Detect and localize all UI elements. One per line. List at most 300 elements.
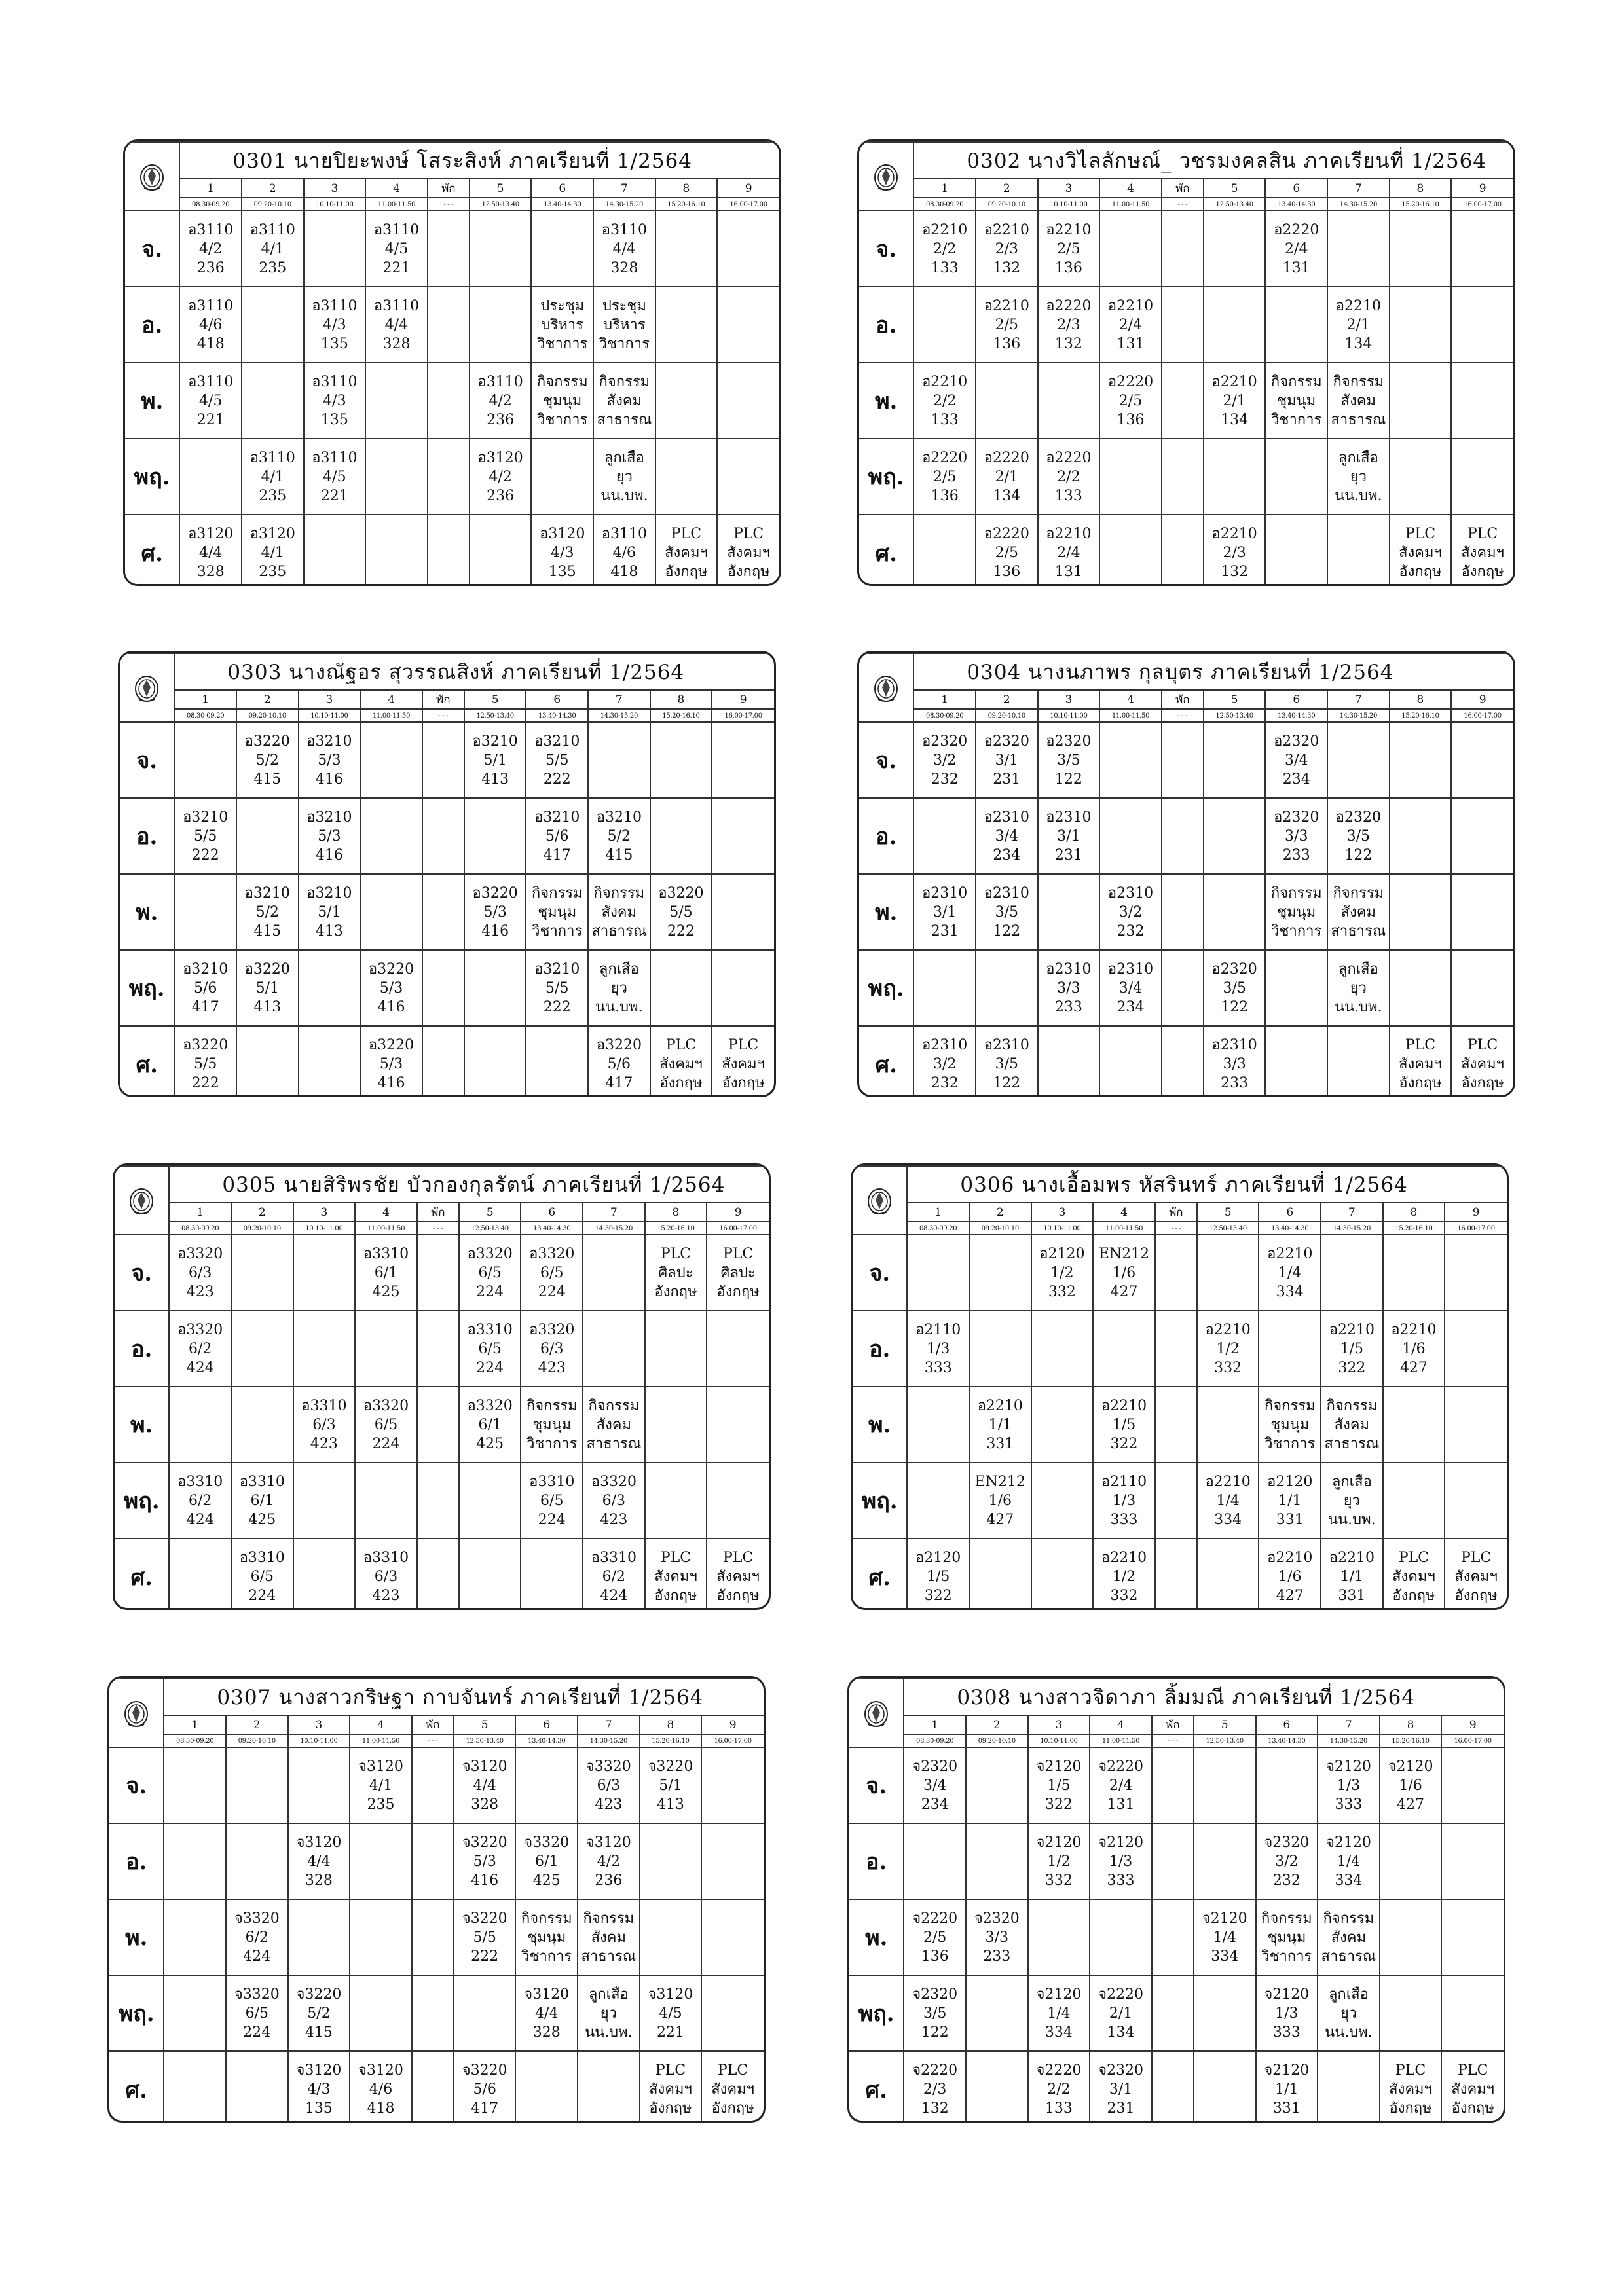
- class-cell: [1038, 722, 1100, 798]
- class-cell-line: 328: [304, 1872, 333, 1889]
- class-cell-line: 1/1: [1278, 1492, 1302, 1509]
- class-cell-line: อ3210: [534, 733, 580, 750]
- empty-cell: [417, 1539, 459, 1610]
- class-cell-line: วิชาการ: [537, 411, 588, 428]
- class-cell-line: 3/1: [1057, 828, 1080, 845]
- class-cell: [969, 1387, 1031, 1463]
- class-cell-line: อ3320: [529, 1245, 575, 1262]
- class-cell-line: 1/6: [988, 1492, 1012, 1509]
- class-cell-line: จ3220: [462, 2062, 507, 2079]
- class-cell-line: 134: [1107, 2024, 1135, 2041]
- class-cell-line: 6/1: [374, 1264, 398, 1281]
- period-label: 9: [701, 1715, 764, 1734]
- class-cell: [1028, 1975, 1090, 2051]
- class-cell-line: 2/1: [1346, 316, 1371, 333]
- class-cell: [169, 1463, 231, 1539]
- class-cell-line: 4/1: [261, 468, 284, 485]
- class-cell: [1197, 1463, 1259, 1539]
- class-cell: [640, 2051, 702, 2123]
- period-label: 4: [1090, 1715, 1152, 1734]
- day-row: [859, 950, 1513, 1026]
- class-cell: [174, 798, 236, 874]
- class-cell-line: อ3220: [472, 884, 518, 902]
- class-cell-line: 236: [595, 1872, 623, 1889]
- class-cell-line: 322: [1110, 1435, 1138, 1452]
- class-cell-line: 136: [1116, 411, 1145, 428]
- day-label: พฤ.: [120, 950, 174, 1026]
- time-slot: 13.40-14.30: [521, 1222, 583, 1235]
- timetable-5: [113, 1163, 771, 1610]
- class-cell-line: 1/6: [1402, 1340, 1426, 1357]
- class-cell-line: 3/3: [1285, 828, 1308, 845]
- class-cell-line: กิจกรรม: [1264, 1397, 1316, 1414]
- empty-cell: [226, 2051, 288, 2123]
- time-slot: 08.30-09.20: [169, 1222, 231, 1235]
- class-cell-line: จ2120: [1098, 1834, 1143, 1851]
- class-cell: [1259, 1387, 1321, 1463]
- time-slot: 16.00-17.00: [1451, 709, 1513, 722]
- empty-cell: [1152, 1823, 1194, 1899]
- class-cell-line: อ3220: [368, 1037, 415, 1053]
- day-row: [853, 1463, 1507, 1539]
- period-label: 3: [299, 690, 361, 709]
- class-cell-line: อ2310: [1107, 960, 1154, 977]
- empty-cell: [655, 211, 718, 287]
- class-cell-line: จ2120: [1326, 1758, 1371, 1775]
- class-cell-line: อ3220: [244, 733, 290, 750]
- class-cell-line: อังกฤษ: [1461, 1075, 1504, 1091]
- class-cell: [521, 1463, 583, 1539]
- day-row: [109, 1747, 764, 1823]
- empty-cell: [1090, 1899, 1152, 1975]
- day-label: พ.: [859, 363, 913, 439]
- timetable-title: 0304 นางนภาพร กุลบุตร ภาคเรียนที่ 1/2564: [913, 653, 1513, 690]
- empty-cell: [1383, 1463, 1445, 1539]
- empty-cell: [422, 1026, 464, 1097]
- class-cell-line: 132: [1054, 335, 1082, 352]
- day-label: ศ.: [853, 1539, 907, 1610]
- class-cell-line: PLC: [728, 1037, 759, 1053]
- class-cell-line: 5/6: [473, 2081, 496, 2098]
- empty-cell: [236, 798, 299, 874]
- class-cell-line: นน.บพ.: [600, 487, 648, 504]
- class-cell-line: 4/3: [323, 316, 346, 333]
- class-cell-line: PLC: [1460, 1550, 1492, 1566]
- class-cell-line: อ3320: [177, 1245, 223, 1262]
- day-label: จ.: [115, 1235, 169, 1311]
- empty-cell: [707, 1311, 769, 1387]
- class-cell-line: อ2220: [922, 449, 968, 466]
- class-cell-line: สาธารณ: [1321, 1948, 1376, 1965]
- empty-cell: [1390, 363, 1452, 439]
- class-cell-line: 6/5: [374, 1416, 398, 1433]
- class-cell-line: อ3120: [188, 526, 234, 542]
- empty-cell: [1445, 1311, 1507, 1387]
- class-cell-line: 222: [191, 1075, 219, 1091]
- class-cell: [174, 1026, 236, 1097]
- class-cell-line: 425: [532, 1872, 561, 1889]
- period-label: 8: [1390, 690, 1452, 709]
- class-cell-line: วิชาการ: [521, 1948, 572, 1965]
- class-cell: [1099, 874, 1162, 950]
- empty-cell: [1390, 287, 1452, 363]
- period-label: 6: [1256, 1715, 1318, 1734]
- empty-cell: [969, 1311, 1031, 1387]
- class-cell-line: อ2210: [1101, 1397, 1147, 1414]
- logo-cell: [859, 653, 913, 722]
- class-cell-line: วิชาการ: [1271, 411, 1322, 428]
- time-slot: 13.40-14.30: [515, 1734, 578, 1747]
- class-cell: [976, 515, 1038, 586]
- class-cell-line: ชุมนุม: [543, 392, 582, 409]
- class-cell-line: 224: [243, 2024, 271, 2041]
- school-logo-icon: [139, 162, 165, 192]
- class-cell-line: 1/1: [1340, 1569, 1364, 1585]
- empty-cell: [422, 950, 464, 1026]
- class-cell-line: 4/2: [199, 240, 223, 257]
- class-cell: [1028, 1823, 1090, 1899]
- time-slot: 11.00-11.50: [360, 709, 422, 722]
- class-cell-line: จ3120: [358, 1758, 403, 1775]
- day-label: พ.: [849, 1899, 904, 1975]
- class-cell-line: 234: [1116, 998, 1145, 1015]
- empty-cell: [412, 1975, 454, 2051]
- class-cell-line: 413: [253, 998, 282, 1015]
- class-cell: [464, 722, 526, 798]
- class-cell-line: 1/2: [1047, 1853, 1071, 1870]
- class-cell-line: อ2210: [1046, 221, 1092, 238]
- empty-cell: [1099, 1026, 1162, 1097]
- time-slot: 16.00-17.00: [1445, 1222, 1507, 1235]
- time-slot: 08.30-09.20: [164, 1734, 226, 1747]
- period-label: 5: [459, 1203, 521, 1222]
- class-cell: [521, 1387, 583, 1463]
- empty-cell: [1155, 1539, 1197, 1610]
- period-label: 4: [1093, 1203, 1155, 1222]
- time-slot: - - -: [422, 709, 464, 722]
- class-cell-line: จ3320: [234, 1986, 280, 2003]
- period-label: 1: [913, 690, 976, 709]
- day-label: พฤ.: [859, 950, 913, 1026]
- class-cell: [578, 1823, 640, 1899]
- class-cell: [1259, 1463, 1321, 1539]
- class-cell-line: อ3210: [306, 733, 352, 750]
- class-cell-line: 236: [487, 411, 515, 428]
- class-cell-line: อ3320: [591, 1473, 637, 1490]
- class-cell: [707, 1235, 769, 1311]
- class-cell-line: PLC: [722, 1245, 754, 1262]
- class-cell: [1451, 1026, 1513, 1097]
- empty-cell: [913, 515, 976, 586]
- class-cell-line: PLC: [1467, 526, 1498, 542]
- day-label: พ.: [125, 363, 179, 439]
- class-cell-line: 132: [921, 2100, 949, 2117]
- class-cell-line: 6/2: [245, 1929, 268, 1946]
- class-cell-line: จ3220: [462, 1910, 507, 1927]
- day-row: [859, 211, 1513, 287]
- period-label: 8: [650, 690, 712, 709]
- class-cell-line: อ2320: [1046, 733, 1092, 750]
- class-cell: [1390, 515, 1452, 586]
- class-cell: [578, 1747, 640, 1823]
- class-cell-line: 1/5: [1047, 1777, 1071, 1794]
- class-cell-line: อังกฤษ: [665, 564, 708, 580]
- class-cell-line: 3/4: [1118, 979, 1143, 996]
- class-cell: [304, 363, 366, 439]
- class-cell-line: 413: [315, 922, 343, 939]
- class-cell: [179, 287, 242, 363]
- class-cell: [288, 2051, 350, 2123]
- class-cell-line: อ2210: [1205, 1321, 1251, 1338]
- class-cell: [454, 2051, 516, 2123]
- time-slot: 14.30-15.20: [588, 709, 650, 722]
- empty-cell: [428, 439, 470, 515]
- class-cell-line: 331: [1272, 2100, 1301, 2117]
- class-cell-line: PLC: [722, 1550, 754, 1566]
- class-cell-line: อ2210: [1107, 297, 1154, 314]
- class-cell-line: 224: [476, 1359, 504, 1376]
- class-cell-line: อ3210: [534, 809, 580, 826]
- class-cell: [588, 1026, 650, 1097]
- class-cell-line: 6/3: [312, 1416, 336, 1433]
- class-cell: [1099, 950, 1162, 1026]
- empty-cell: [236, 1026, 299, 1097]
- class-cell-line: 3/2: [933, 752, 957, 769]
- class-cell-line: 233: [1054, 998, 1082, 1015]
- period-label: 1: [904, 1715, 966, 1734]
- class-cell-line: 334: [1276, 1283, 1304, 1300]
- class-cell: [1090, 1823, 1152, 1899]
- class-cell: [531, 515, 593, 586]
- class-cell-line: กิจกรรม: [599, 373, 650, 390]
- class-cell: [1093, 1235, 1155, 1311]
- period-label: 7: [588, 690, 650, 709]
- class-cell-line: 425: [372, 1283, 400, 1300]
- class-cell-line: 3/5: [1057, 752, 1080, 769]
- class-cell: [293, 1387, 356, 1463]
- timetable-title: 0306 นางเอื้อมพร หัสรินทร์ ภาคเรียนที่ 1/2564: [907, 1166, 1507, 1203]
- empty-cell: [1390, 722, 1452, 798]
- empty-cell: [969, 1235, 1031, 1311]
- class-cell-line: 415: [253, 771, 282, 788]
- class-cell: [231, 1539, 293, 1610]
- empty-cell: [464, 798, 526, 874]
- empty-cell: [1265, 1026, 1327, 1097]
- empty-cell: [360, 722, 422, 798]
- class-cell-line: อ2310: [1107, 884, 1154, 902]
- class-cell-line: 322: [924, 1588, 952, 1604]
- class-cell-line: 235: [259, 259, 287, 276]
- class-cell-line: วิชาการ: [1261, 1948, 1312, 1965]
- period-label: 3: [1038, 179, 1100, 198]
- time-slot: 08.30-09.20: [913, 198, 976, 211]
- empty-cell: [515, 2051, 578, 2123]
- empty-cell: [231, 1387, 293, 1463]
- class-cell: [904, 1747, 966, 1823]
- class-cell-line: อ3320: [467, 1397, 513, 1414]
- day-label: ศ.: [859, 1026, 913, 1097]
- period-label: 4: [1099, 690, 1162, 709]
- class-cell-line: อ3110: [188, 297, 234, 314]
- empty-cell: [1155, 1387, 1197, 1463]
- empty-cell: [417, 1311, 459, 1387]
- empty-cell: [164, 1823, 226, 1899]
- class-cell: [1038, 798, 1100, 874]
- class-cell-line: 122: [921, 2024, 949, 2041]
- class-cell: [242, 211, 304, 287]
- class-cell-line: 235: [259, 564, 287, 580]
- class-cell-line: 413: [656, 1796, 684, 1813]
- class-cell: [1204, 950, 1266, 1026]
- time-slot: 10.10-11.00: [293, 1222, 356, 1235]
- empty-cell: [422, 798, 464, 874]
- time-slot: 16.00-17.00: [707, 1222, 769, 1235]
- class-cell-line: 4/2: [489, 392, 512, 409]
- school-logo-icon: [866, 1186, 893, 1216]
- empty-cell: [350, 1975, 412, 2051]
- class-cell-line: 3/1: [995, 752, 1018, 769]
- class-cell-line: วิชาการ: [1271, 922, 1322, 939]
- period-label: 7: [1327, 179, 1390, 198]
- class-cell-line: 427: [986, 1511, 1014, 1528]
- class-cell: [1204, 515, 1266, 586]
- class-cell-line: 2/2: [1057, 468, 1080, 485]
- period-label: 9: [712, 690, 774, 709]
- period-label: 9: [1441, 1715, 1504, 1734]
- class-cell: [355, 1387, 417, 1463]
- empty-cell: [640, 1899, 702, 1975]
- empty-cell: [1152, 1975, 1194, 2051]
- period-label: 7: [593, 179, 655, 198]
- period-label: 6: [1259, 1203, 1321, 1222]
- class-cell-line: วิชาการ: [532, 922, 583, 939]
- period-label: 3: [293, 1203, 356, 1222]
- class-cell-line: 5/5: [545, 979, 569, 996]
- class-cell-line: ชุมนุม: [1277, 903, 1316, 920]
- time-slot: 12.50-13.40: [459, 1222, 521, 1235]
- class-cell: [531, 287, 593, 363]
- period-label: 9: [1451, 179, 1513, 198]
- class-cell-line: 3/2: [1275, 1853, 1299, 1870]
- class-cell: [1197, 1311, 1259, 1387]
- day-row: [859, 798, 1513, 874]
- class-cell-line: PLC: [1405, 526, 1436, 542]
- class-cell-line: อ2110: [1101, 1473, 1147, 1490]
- empty-cell: [1038, 1026, 1100, 1097]
- class-cell-line: จ2320: [1098, 2062, 1143, 2079]
- class-cell-line: 424: [600, 1588, 628, 1604]
- class-cell-line: ยุว: [616, 468, 633, 485]
- class-cell-line: สังคมฯ: [727, 545, 770, 561]
- empty-cell: [174, 722, 236, 798]
- time-slot: 09.20-10.10: [976, 198, 1038, 211]
- time-slot: - - -: [417, 1222, 459, 1235]
- empty-cell: [350, 1899, 412, 1975]
- empty-cell: [1155, 1235, 1197, 1311]
- empty-cell: [904, 1823, 966, 1899]
- class-cell-line: กิจกรรม: [536, 373, 588, 390]
- class-cell-line: จ2220: [1036, 2062, 1082, 2079]
- class-cell-line: 332: [1044, 1872, 1073, 1889]
- class-cell-line: นน.บพ.: [1335, 487, 1382, 504]
- empty-cell: [288, 1899, 350, 1975]
- class-cell-line: 6/5: [245, 2005, 268, 2022]
- class-cell: [976, 874, 1038, 950]
- class-cell-line: 3/3: [985, 1929, 1009, 1946]
- day-row: [125, 363, 779, 439]
- class-cell: [1256, 1823, 1318, 1899]
- time-slot: 15.20-16.10: [1380, 1734, 1442, 1747]
- class-cell: [913, 1026, 976, 1097]
- class-cell: [1256, 1899, 1318, 1975]
- class-cell: [1327, 798, 1390, 874]
- empty-cell: [1441, 1899, 1504, 1975]
- empty-cell: [1028, 1899, 1090, 1975]
- class-cell: [355, 1539, 417, 1610]
- class-cell-line: 3/5: [995, 1056, 1018, 1072]
- class-cell-line: อ3110: [477, 373, 523, 390]
- class-cell-line: 4/4: [535, 2005, 559, 2022]
- class-cell-line: วิชาการ: [1264, 1435, 1316, 1452]
- class-cell-line: สังคมฯ: [1461, 1056, 1504, 1072]
- empty-cell: [350, 1823, 412, 1899]
- empty-cell: [907, 1463, 969, 1539]
- time-slot: 08.30-09.20: [179, 198, 242, 211]
- empty-cell: [293, 1463, 356, 1539]
- class-cell-line: 3/4: [923, 1777, 947, 1794]
- day-row: [849, 1975, 1504, 2051]
- empty-cell: [1204, 798, 1266, 874]
- class-cell: [650, 874, 712, 950]
- logo-cell: [120, 653, 174, 722]
- class-cell-line: PLC: [733, 526, 764, 542]
- time-slot: 10.10-11.00: [1028, 1734, 1090, 1747]
- class-cell-line: นน.บพ.: [1328, 1511, 1376, 1528]
- class-cell-line: 413: [481, 771, 509, 788]
- day-label: จ.: [853, 1235, 907, 1311]
- time-slot: 14.30-15.20: [1321, 1222, 1383, 1235]
- period-label: 3: [1038, 690, 1100, 709]
- class-cell-line: จ2220: [912, 2062, 958, 2079]
- empty-cell: [907, 1387, 969, 1463]
- class-cell-line: จ2120: [1264, 2062, 1310, 2079]
- class-cell: [1090, 1975, 1152, 2051]
- class-cell-line: 4/2: [489, 468, 512, 485]
- time-slot: 13.40-14.30: [1259, 1222, 1321, 1235]
- empty-cell: [1445, 1387, 1507, 1463]
- empty-cell: [1099, 722, 1162, 798]
- day-row: [859, 1026, 1513, 1097]
- period-label: 6: [526, 690, 588, 709]
- class-cell: [583, 1539, 645, 1610]
- empty-cell: [1327, 1026, 1390, 1097]
- empty-cell: [1162, 363, 1204, 439]
- class-cell-line: 122: [1344, 847, 1373, 864]
- class-cell-line: อ2320: [984, 733, 1029, 750]
- class-cell: [907, 1539, 969, 1610]
- class-cell-line: จ2120: [1264, 1986, 1310, 2003]
- day-row: [115, 1463, 769, 1539]
- class-cell-line: 2/1: [995, 468, 1018, 485]
- class-cell-line: สาธารณ: [597, 411, 652, 428]
- class-cell: [1321, 1463, 1383, 1539]
- class-cell-line: สังคมฯ: [1399, 1056, 1442, 1072]
- day-row: [853, 1235, 1507, 1311]
- timetable-2: [857, 139, 1515, 586]
- class-cell-line: อ3220: [596, 1037, 642, 1053]
- class-cell-line: 132: [993, 259, 1021, 276]
- day-row: [859, 439, 1513, 515]
